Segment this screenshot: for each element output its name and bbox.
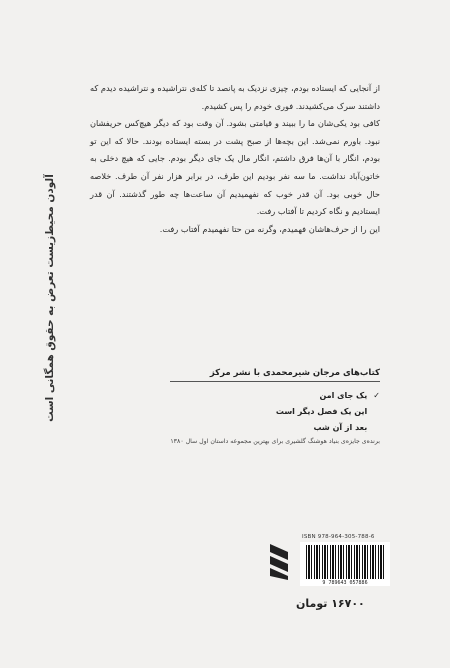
publisher-logo (266, 540, 292, 582)
excerpt-paragraph: از آنجایی که ایستاده بودم، چیزی نزدیک به پانصد تا کله‌ی نتراشیده و نتراشیده دیدم که داشتند سرک می‌کشیدند. فوری خودم را پس کشیدم. (90, 83, 380, 111)
excerpt-paragraph: کافی بود یکی‌شان ما را ببیند و قیامتی بشود. آن وقت بود که دیگر هیچ‌کس حریفشان نبود. باورم نمی‌شد. این بچه‌ها از صبح پشت در بسته ایستاده بودند. حالا که این تو بودم، انگار با آن‌ها فرق داشتم، انگار مال یک جای دیگر بودم. جایی که هیچ دخلی به خاتون‌آباد نداشت. ما سه نفر بودیم این طرف، در برابر هزار نفر آن طرف. خلاصه حال خوبی بود. آن قدر خوب که نفهمیدیم آن ساعت‌ها چه طور گذشتند. آن قدر ایستادیم و نگاه کردیم تا آفتاب رفت. (90, 118, 380, 217)
check-icon: ✓ (373, 391, 380, 400)
book-title: یک جای امن (319, 391, 368, 400)
book-item (170, 388, 380, 404)
award-note: برنده‌ی جایزه‌ی بنیاد هوشنگ گلشیری برای بهترین مجموعه داستان اول سال ۱۳۸۰ (170, 438, 380, 445)
book-title: بعد از آن شب (313, 423, 368, 432)
list-header: کتاب‌های مرجان شیرمحمدی با نشر مرکز (170, 368, 380, 382)
barcode-bars (306, 545, 384, 579)
price-label: ۱۶۷۰۰ تومان (296, 597, 365, 610)
book-item (170, 404, 380, 420)
back-cover-excerpt (90, 80, 380, 238)
book-item (170, 420, 380, 436)
barcode (300, 542, 390, 586)
barcode-digits: 9 789643 057886 (322, 580, 368, 586)
author-books-list (170, 368, 380, 445)
book-title: این یک فصل دیگر است (275, 407, 368, 416)
environment-notice: آلودن محیط‌زیست تعرض به حقوق همگانی است (44, 174, 56, 422)
isbn-text: ISBN 978-964-305-788-6 (302, 534, 375, 540)
excerpt-paragraph: این را از حرف‌هاشان فهمیدم، وگرنه من حتا نفهمیدم آفتاب رفت. (159, 223, 380, 234)
